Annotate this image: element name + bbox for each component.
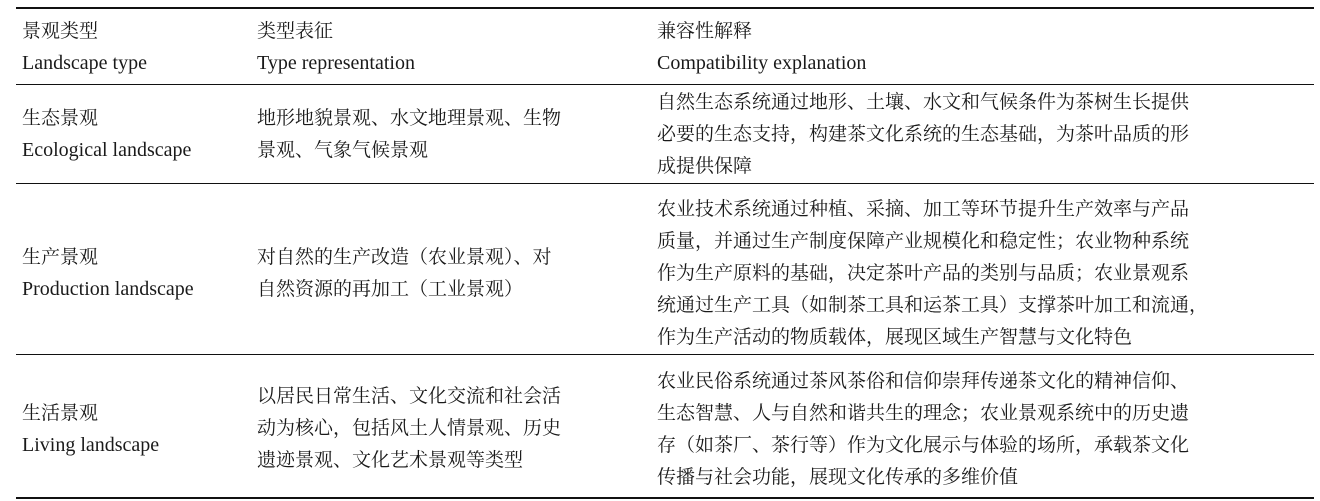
header-compatibility-explanation (657, 15, 1307, 79)
expl-line: 存（如茶厂、茶行等）作为文化展示与体验的场所，承载茶文化 (657, 434, 1190, 456)
header-col1-zh: 景观类型 (22, 20, 99, 42)
table-top-rule (16, 7, 1314, 9)
row-type-en: Production landscape (22, 278, 194, 300)
repr-line: 地形地貌景观、水文地理景观、生物 (257, 107, 562, 129)
expl-line: 作为生产活动的物质载体，展现区域生产智慧与文化特色 (657, 326, 1133, 348)
row-production-explanation (657, 193, 1307, 353)
row-production-type (22, 241, 242, 305)
row-ecological-explanation (657, 86, 1307, 182)
row-production-representation (257, 241, 637, 305)
header-col2-en: Type representation (257, 52, 415, 74)
repr-line: 以居民日常生活、文化交流和社会活 (257, 385, 562, 407)
expl-line: 农业技术系统通过种植、采摘、加工等环节提升生产效率与产品 (657, 198, 1190, 220)
expl-line: 成提供保障 (657, 155, 753, 177)
row-type-en: Ecological landscape (22, 139, 192, 161)
header-type-representation (257, 15, 637, 79)
expl-line: 传播与社会功能，展现文化传承的多维价值 (657, 466, 1019, 488)
repr-line: 动为核心，包括风土人情景观、历史 (257, 417, 562, 439)
header-col2-zh: 类型表征 (257, 20, 334, 42)
row-divider (16, 354, 1314, 355)
header-rule (16, 84, 1314, 85)
expl-line: 生态智慧、人与自然和谐共生的理念；农业景观系统中的历史遗 (657, 402, 1190, 424)
repr-line: 遗迹景观、文化艺术景观等类型 (257, 449, 524, 471)
row-type-zh: 生态景观 (22, 107, 99, 129)
expl-line: 作为生产原料的基础，决定茶叶产品的类别与品质；农业景观系 (657, 262, 1190, 284)
row-type-zh: 生产景观 (22, 246, 99, 268)
header-landscape-type (22, 15, 242, 79)
header-col3-zh: 兼容性解释 (657, 20, 753, 42)
row-living-representation (257, 380, 637, 476)
header-col3-en: Compatibility explanation (657, 52, 867, 74)
row-ecological-type (22, 102, 242, 166)
row-divider (16, 183, 1314, 184)
row-type-en: Living landscape (22, 434, 160, 456)
repr-line: 景观、气象气候景观 (257, 139, 429, 161)
row-living-type (22, 397, 242, 461)
expl-line: 自然生态系统通过地形、土壤、水文和气候条件为茶树生长提供 (657, 91, 1190, 113)
expl-line: 质量，并通过生产制度保障产业规模化和稳定性；农业物种系统 (657, 230, 1190, 252)
repr-line: 对自然的生产改造（农业景观）、对 (257, 246, 552, 268)
expl-line: 统通过生产工具（如制茶工具和运茶工具）支撑茶叶加工和流通， (657, 294, 1209, 316)
repr-line: 自然资源的再加工（工业景观） (257, 278, 524, 300)
row-type-zh: 生活景观 (22, 402, 99, 424)
table-bottom-rule (16, 497, 1314, 499)
expl-line: 必要的生态支持，构建茶文化系统的生态基础，为茶叶品质的形 (657, 123, 1190, 145)
header-col1-en: Landscape type (22, 52, 147, 74)
expl-line: 农业民俗系统通过茶风茶俗和信仰崇拜传递茶文化的精神信仰、 (657, 370, 1190, 392)
row-living-explanation (657, 365, 1307, 493)
row-ecological-representation (257, 102, 637, 166)
